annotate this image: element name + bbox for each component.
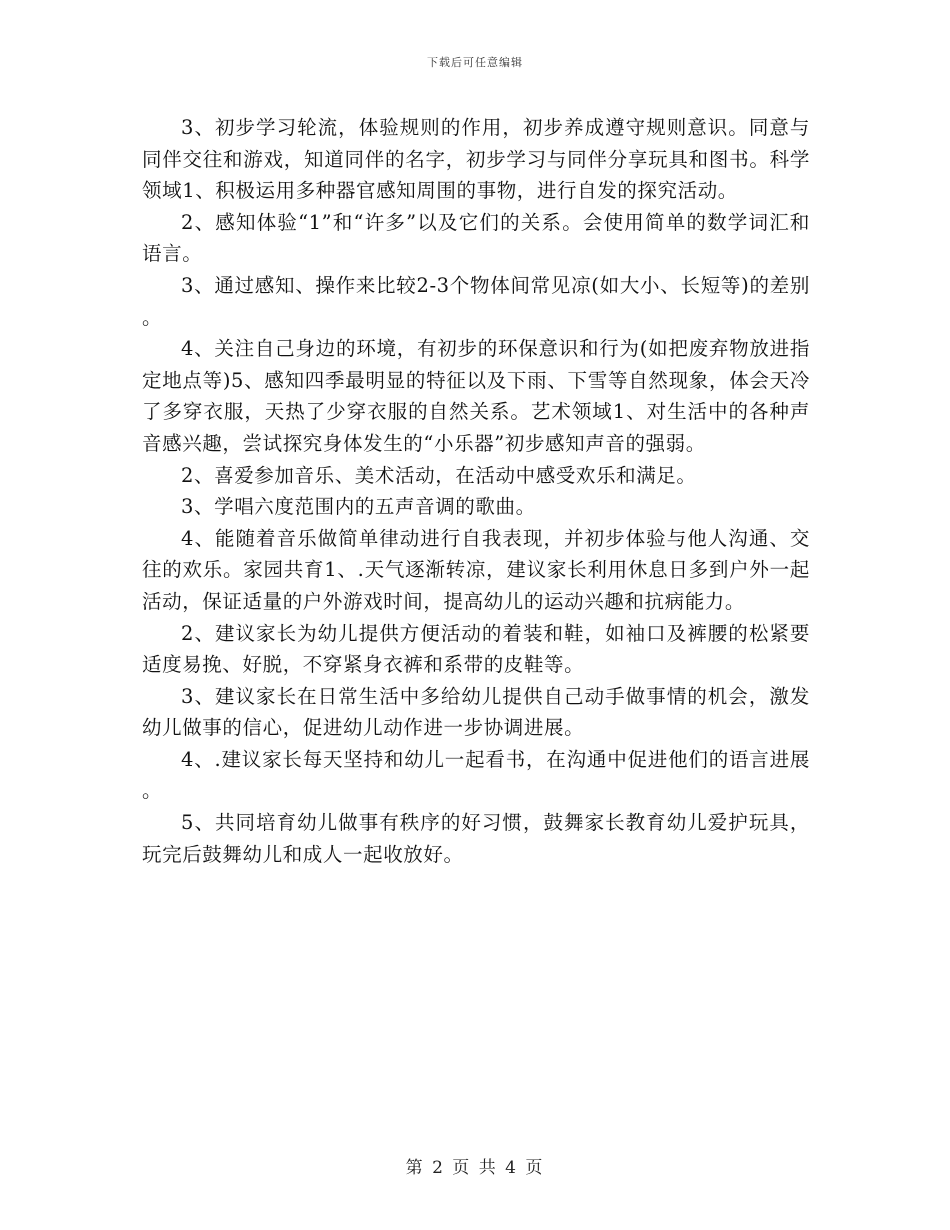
paragraph: 3、学唱六度范围内的五声音调的歌曲。 (181, 495, 536, 519)
page-header: 下载后可任意编辑 (427, 56, 523, 69)
paragraph: 3、建议家长在日常生活中多给幼儿提供自己动手做事情的机会，激发幼儿做事的信心，促进幼儿动作进一步协调进展。 (142, 684, 810, 740)
page-number: 第 2 页 共 4 页 (405, 1158, 545, 1178)
paragraph: 3、初步学习轮流，体验规则的作用，初步养成遵守规则意识。同意与同伴交往和游戏，知道同伴的名字，初步学习与同伴分享玩具和图书。科学领域1、积极运用多种器官感知周围的事物，进行自发的探究活动。 (142, 116, 810, 203)
paragraph: 2、感知体验“1”和“许多”以及它们的关系。会使用简单的数学词汇和语言。 (142, 210, 810, 266)
paragraph: 4、关注自己身边的环境，有初步的环保意识和行为(如把废弃物放进指定地点等)5、感知四季最明显的特征以及下雨、下雪等自然现象，体会天冷了多穿衣服，天热了少穿衣服的自然关系。艺术领域1、对生活中的各种声音感兴趣，尝试探究身体发生的“小乐器”初步感知声音的强弱。 (142, 337, 810, 455)
paragraph: 3、通过感知、操作来比较2-3个物体间常见凉(如大小、长短等)的差别。 (142, 273, 810, 329)
document-body (142, 112, 810, 870)
paragraph: 5、共同培育幼儿做事有秩序的好习惯，鼓舞家长教育幼儿爱护玩具，玩完后鼓舞幼儿和成人一起收放好。 (142, 811, 810, 866)
paragraph: 2、喜爱参加音乐、美术活动，在活动中感受欢乐和满足。 (181, 463, 697, 487)
paragraph: 4、.建议家长每天坚持和幼儿一起看书，在沟通中促进他们的语言进展。 (142, 747, 810, 803)
paragraph: 2、建议家长为幼儿提供方便活动的着装和鞋，如袖口及裤腰的松紧要适度易挽、好脱，不穿紧身衣裤和系带的皮鞋等。 (142, 621, 810, 677)
paragraph: 4、能随着音乐做简单律动进行自我表现，并初步体验与他人沟通、交往的欢乐。家园共育1、.天气逐渐转凉，建议家长利用休息日多到户外一起活动，保证适量的户外游戏时间，提高幼儿的运动兴趣和抗病能力。 (142, 526, 810, 613)
